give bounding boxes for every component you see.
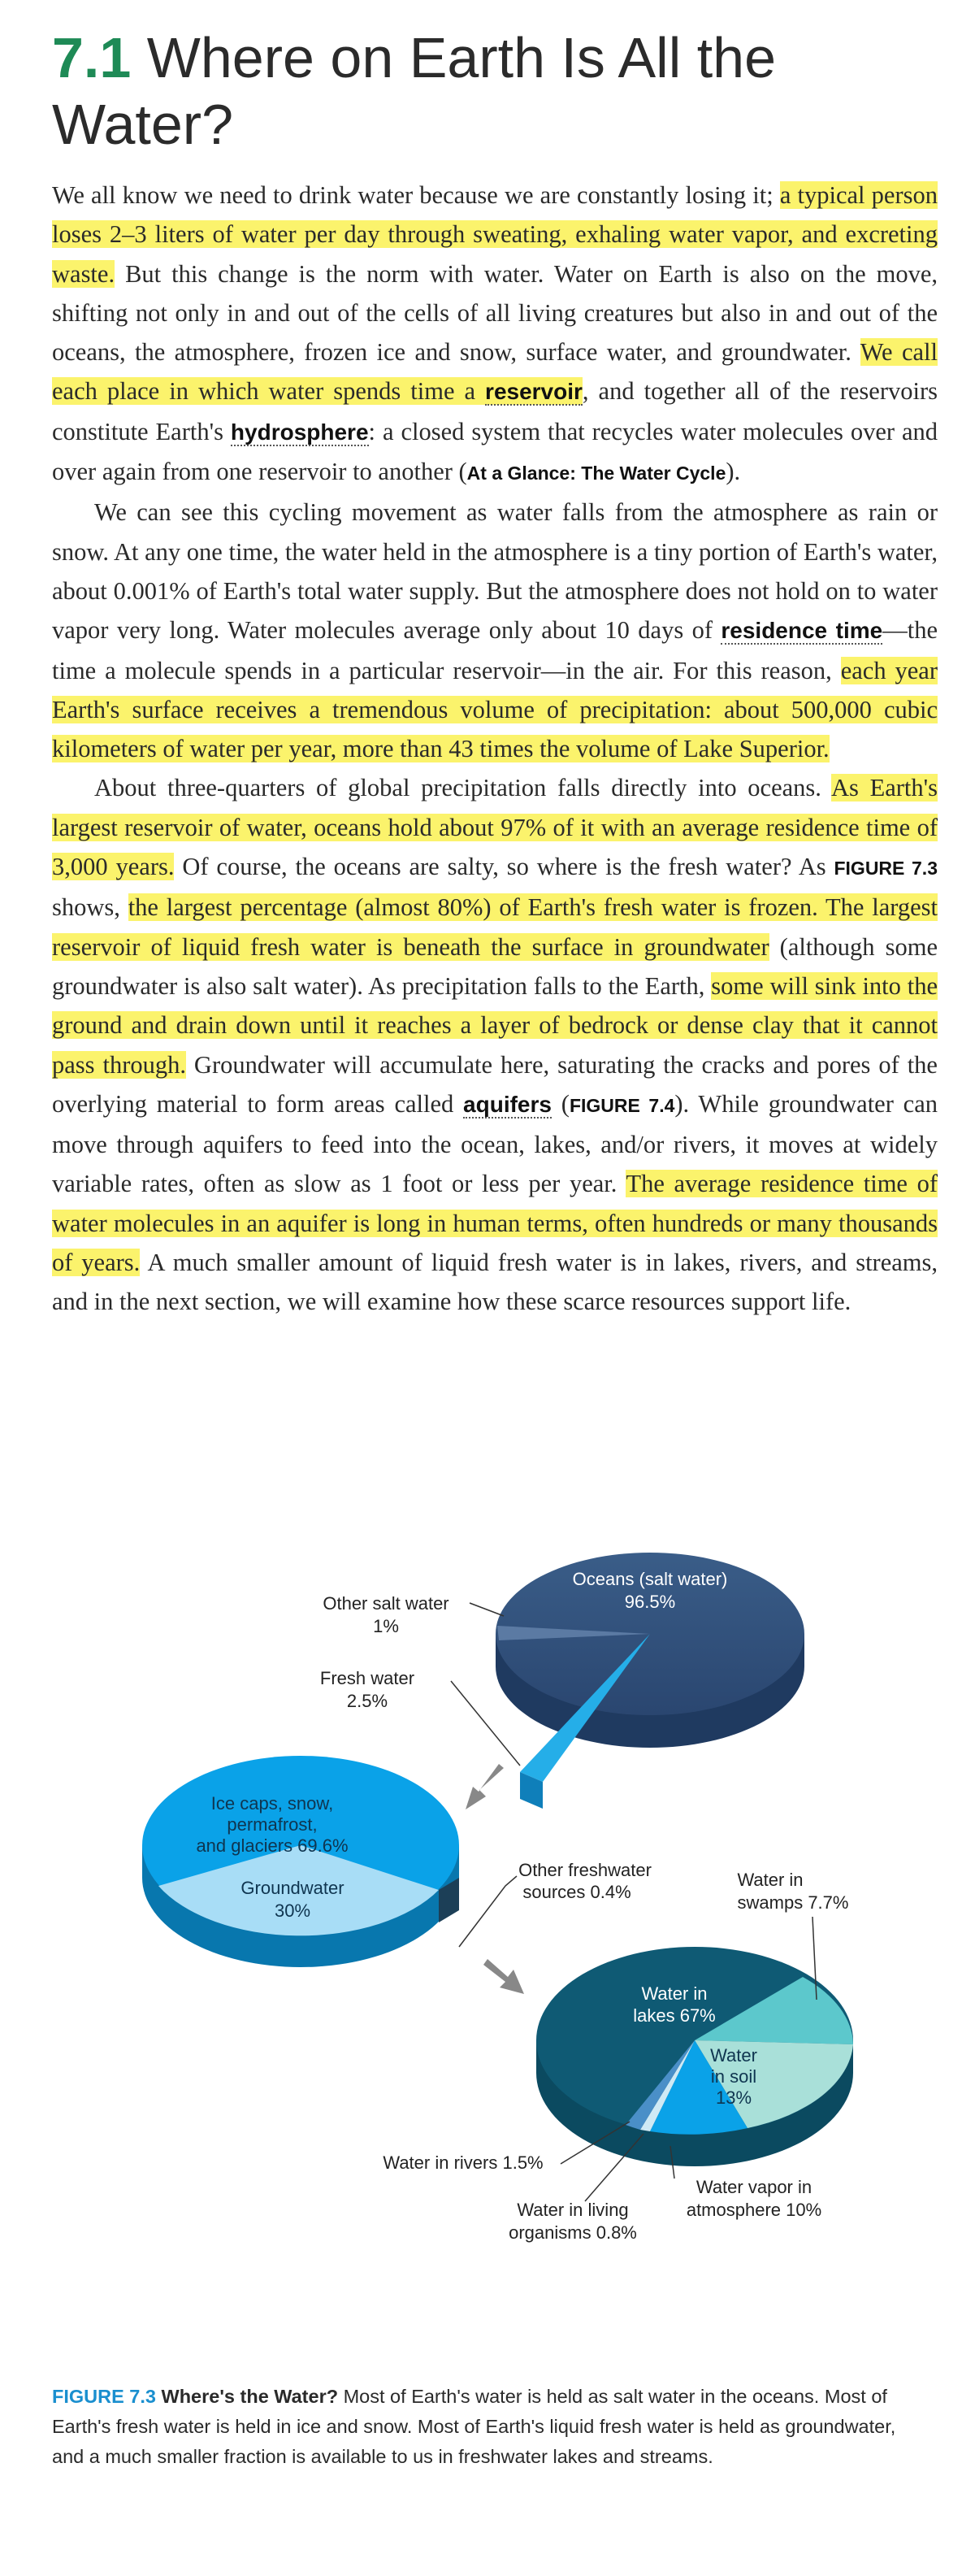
- section-title-line2: Water?: [52, 93, 234, 156]
- text-run: We all know we need to drink water because we are constantly losing it;: [52, 181, 780, 209]
- arrow-to-liquid-pie: [483, 1959, 524, 1994]
- text-run: Of course, the oceans are salty, so where is the fresh water? As: [174, 853, 834, 881]
- fresh-water-value: 2.5%: [346, 1691, 388, 1711]
- lakes-label-line1: Water in: [641, 1983, 708, 2004]
- glossary-term-reservoir[interactable]: reservoir: [485, 379, 583, 405]
- soil-label-line2: in soil: [710, 2066, 757, 2087]
- highlight: a typical person loses 2–3 liters of water per day through sweating, exhaling water vapor, and excreting waste.: [52, 181, 938, 288]
- caption-figure-label: FIGURE 7.3: [52, 2386, 156, 2407]
- groundwater-label: Groundwater: [240, 1878, 344, 1898]
- highlight: The average residence time of water molecules in an aquifer is long in human terms, often hundreds or many thousands of years.: [52, 1170, 938, 1277]
- other-salt-leader: [470, 1603, 504, 1616]
- groundwater-value: 30%: [274, 1901, 311, 1921]
- text-run: ). While groundwater can move through aquifers to feed into the ocean, lakes, and/or rivers, it moves at widely variable rates, often as slow as 1 foot or less per year.: [52, 1089, 938, 1198]
- soil-label-line3: 13%: [715, 2087, 752, 2108]
- living-label-line2: organisms 0.8%: [509, 2222, 637, 2243]
- arrow-to-fresh-water-pie: [466, 1764, 504, 1809]
- ice-label-line3: and glaciers 69.6%: [196, 1835, 349, 1856]
- highlight: As Earth's largest reservoir of water, oceans hold about 97% of it with an average residence time of 3,000 years.: [52, 774, 938, 881]
- text-run: Groundwater will accumulate here, saturating the cracks and pores of the overlying material to form areas called: [52, 1050, 938, 1118]
- highlight: the largest percentage (almost 80%) of Earth's fresh water is frozen. The largest reservoir of liquid fresh water is beneath the surface in groundwater: [52, 893, 938, 961]
- glossary-term-aquifers[interactable]: aquifers: [463, 1091, 552, 1117]
- ice-label-line2: permafrost,: [227, 1814, 318, 1835]
- text-run: We can see this cycling movement as water falls from the atmosphere as rain or snow. At any one time, the water held in the atmosphere is a tiny portion of Earth's water, about 0.001% of Earth's total water supply. But the atmosphere does not hold on to water vapor very long. Water molecules average only about 10 days of: [52, 498, 938, 645]
- textbook-page: [52, 24, 938, 1322]
- caption-title: Where's the Water?: [161, 2386, 339, 2407]
- figure-7-3: [0, 1528, 975, 2365]
- text-run: We call each place in which water spends time a: [52, 338, 938, 406]
- paragraph-1: [52, 176, 938, 493]
- lakes-label-line2: lakes 67%: [633, 2005, 716, 2026]
- other-salt-value: 1%: [373, 1616, 399, 1636]
- text-run: A much smaller amount of liquid fresh water is in lakes, rivers, and streams, and in the next section, we will examine how these scarce resources support life.: [52, 1249, 938, 1316]
- section-title: [52, 24, 938, 158]
- soil-label-line1: Water: [710, 2045, 757, 2066]
- other-salt-label: Other salt water: [323, 1593, 449, 1614]
- text-run: shows,: [52, 893, 128, 922]
- highlight: some will sink into the ground and drain down until it reaches a layer of bedrock or dense clay that it cannot pass through.: [52, 971, 938, 1079]
- swamps-label-line1: Water in: [737, 1870, 804, 1890]
- figure-caption: [52, 2382, 913, 2472]
- text-run: —the time a molecule spends in a particular reservoir—in the air. For this reason,: [52, 616, 938, 684]
- text-run: ).: [726, 458, 741, 486]
- pie-liquid-fresh-water: [536, 1947, 853, 2166]
- vapor-label-line2: atmosphere 10%: [686, 2200, 822, 2220]
- pie-fresh-water: [142, 1756, 459, 1967]
- paragraph-3: [52, 768, 938, 1321]
- fresh-water-label: Fresh water: [319, 1668, 415, 1688]
- paragraph-2: [52, 493, 938, 768]
- other-freshwater-leader: [459, 1876, 517, 1947]
- text-run: : a closed system that recycles water molecules over and over again from one reservoir to another (: [52, 417, 938, 486]
- oceans-label: Oceans (salt water): [572, 1569, 728, 1589]
- text-run: But this change is the norm with water. Water on Earth is also on the move, shifting not only in and out of the cells of all living creatures but also in and out of the oceans, the atmosphere, frozen ice and snow, surface water, and groundwater.: [52, 259, 938, 367]
- highlight: each year Earth's surface receives a tremendous volume of precipitation: about 500,000 cubic kilometers of water per year, more than 43 times the volume of Lake Superior.: [52, 656, 938, 763]
- text-run: , and together all of the reservoirs constitute Earth's: [52, 377, 938, 445]
- figure-reference-7-4[interactable]: FIGURE 7.4: [569, 1094, 675, 1116]
- oceans-value: 96.5%: [624, 1592, 676, 1612]
- at-a-glance-reference[interactable]: At a Glance: The Water Cycle: [466, 463, 726, 484]
- glossary-term-residence-time[interactable]: residence time: [721, 618, 883, 644]
- text-run: (: [551, 1089, 570, 1118]
- section-number: 7.1: [52, 26, 132, 89]
- caption-text: Most of Earth's water is held as salt water in the oceans. Most of Earth's fresh water is held in ice and snow. Most of Earth's liquid fresh water is held as groundwater, and a much smaller fraction is available to us in freshwater lakes and streams.: [52, 2386, 896, 2467]
- text-run: (although some groundwater is also salt water). As precipitation falls to the Earth,: [52, 932, 938, 1000]
- rivers-label: Water in rivers 1.5%: [383, 2152, 544, 2173]
- text-run: About three-quarters of global precipitation falls directly into oceans.: [94, 774, 831, 802]
- vapor-label-line1: Water vapor in: [696, 2177, 812, 2197]
- other-freshwater-label-line1: Other freshwater: [518, 1860, 652, 1880]
- figure-reference-7-3[interactable]: FIGURE 7.3: [834, 858, 938, 880]
- section-title-line1: Where on Earth Is All the: [146, 26, 777, 89]
- glossary-term-hydrosphere[interactable]: hydrosphere: [230, 419, 369, 445]
- other-freshwater-label-line2: sources 0.4%: [522, 1882, 631, 1902]
- water-distribution-diagram: [0, 1528, 975, 2365]
- swamps-label-line2: swamps 7.7%: [737, 1892, 849, 1913]
- living-label-line1: Water in living: [517, 2200, 629, 2220]
- pie-all-water: [496, 1553, 804, 1809]
- ice-label-line1: Ice caps, snow,: [210, 1793, 334, 1814]
